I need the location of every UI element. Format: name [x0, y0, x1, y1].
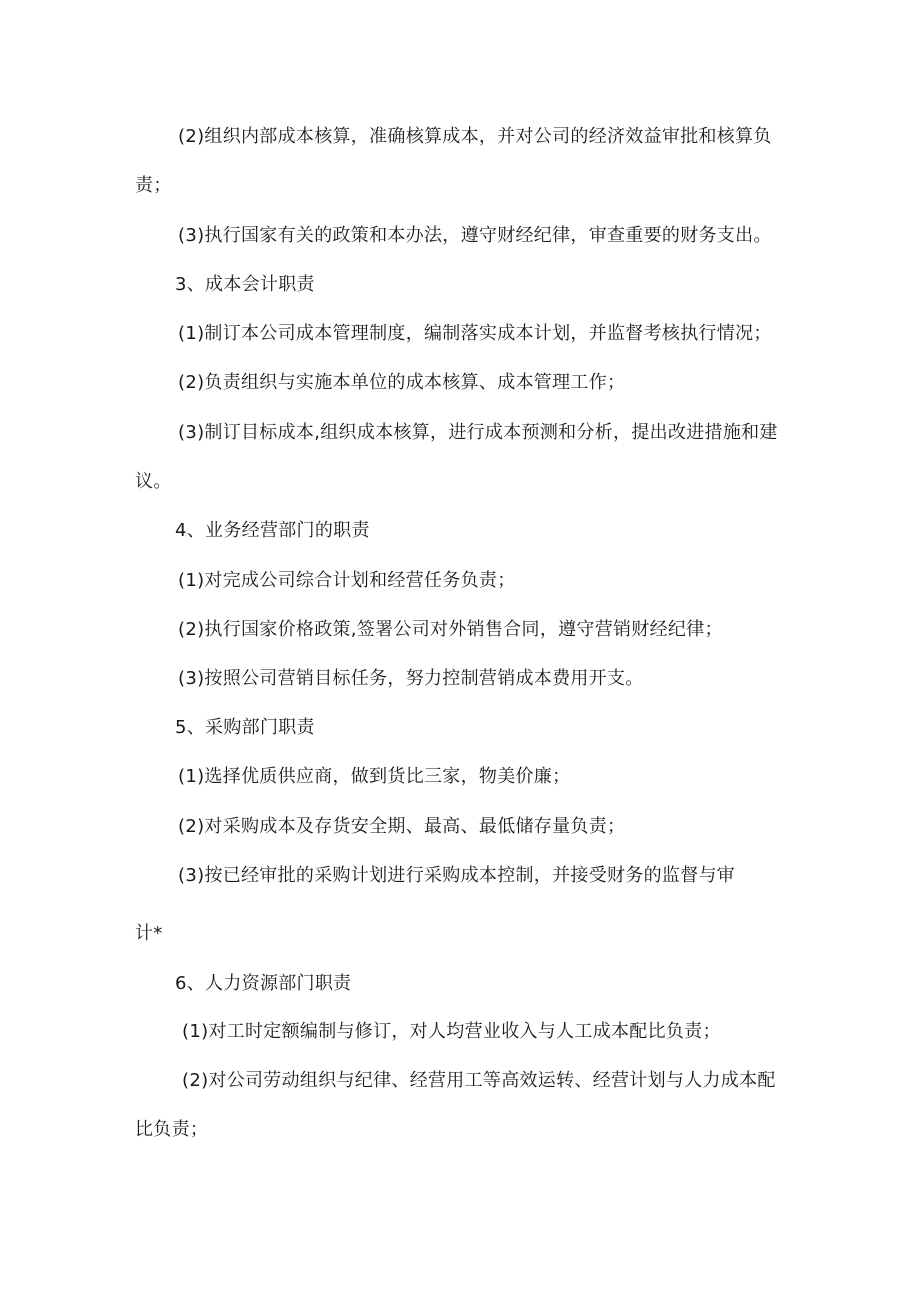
text-line: (3)按已经审批的采购计划进行采购成本控制，并接受财务的监督与审	[178, 865, 736, 886]
section-heading: 3、成本会计职责	[175, 274, 315, 295]
section-heading: 5、采购部门职责	[175, 717, 315, 738]
text-line: (2)对采购成本及存货安全期、最高、最低储存量负责；	[178, 816, 626, 837]
text-line: 责；	[135, 175, 172, 196]
text-line: (2)执行国家价格政策,签署公司对外销售合同，遵守营销财经纪律；	[178, 619, 723, 640]
text-line: (2)组织内部成本核算，准确核算成本，并对公司的经济效益审批和核算负	[178, 126, 772, 147]
text-line: (1)对工时定额编制与修订，对人均营业收入与人工成本配比负责；	[182, 1021, 721, 1042]
section-heading: 4、业务经营部门的职责	[175, 520, 370, 541]
text-line: (3)制订目标成本,组织成本核算，进行成本预测和分析，提出改进措施和建	[178, 422, 778, 443]
text-line: 议。	[135, 471, 172, 492]
text-line: (3)执行国家有关的政策和本办法，遵守财经纪律，审查重要的财务支出。	[178, 225, 772, 246]
text-line: 比负责；	[135, 1119, 209, 1140]
text-line: (2)对公司劳动组织与纪律、经营用工等高效运转、经营计划与人力成本配	[182, 1070, 776, 1091]
text-line: 计*	[135, 923, 163, 944]
text-line: (1)制订本公司成本管理制度，编制落实成本计划，并监督考核执行情况；	[178, 323, 772, 344]
text-line: (3)按照公司营销目标任务，努力控制营销成本费用开支。	[178, 668, 644, 689]
text-line: (1)选择优质供应商，做到货比三家，物美价廉；	[178, 766, 571, 787]
text-line: (1)对完成公司综合计划和经营任务负责；	[178, 570, 516, 591]
section-heading: 6、人力资源部门职责	[175, 973, 352, 994]
text-line: (2)负责组织与实施本单位的成本核算、成本管理工作；	[178, 372, 626, 393]
